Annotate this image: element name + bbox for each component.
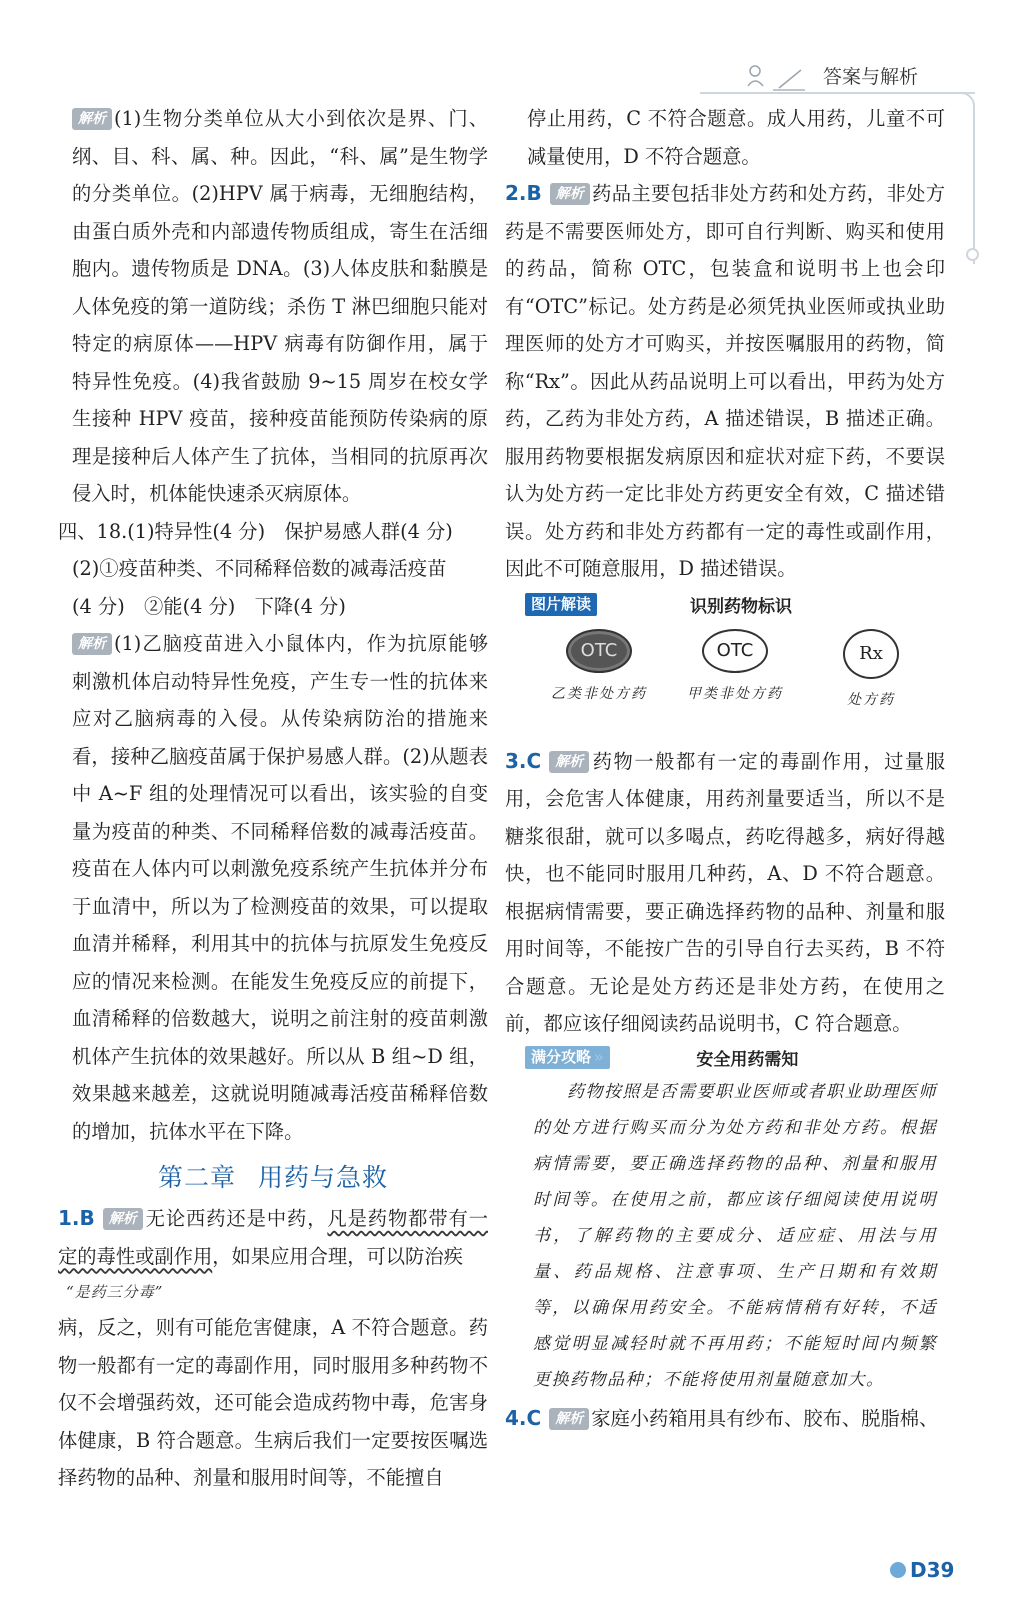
tips-tag: 满分攻略 » <box>525 1046 610 1069</box>
question-number: 4.C <box>505 1405 542 1430</box>
drug-mark <box>534 629 664 709</box>
handwritten-note: “是药三分毒” <box>66 1283 164 1301</box>
answer-explanation-18 <box>58 625 488 1150</box>
explanation-text: 药品主要包括非处方药和处方药，非处方药是不需要医师处方，即可自行判断、购买和使用的药品，简称 OTC，包装盒和说明书上也会印有“OTC”标记。处方药是必须凭执业医师或执业助理医师的处方才可购买，并按医嘱服用的药物，简称“Rx”。因此从药品说明上可以看出，甲药为处方药，乙药为非处方药，A 描述错误，B 描述正确。服用药物要根据发病原因和症状对症下药，不要误认为处方药一定比非处方药更安全有效，C 描述错误。处方药和非处方药都有一定的毒性或副作用，因此不可随意服用，D 描述错误。 <box>505 182 945 580</box>
explanation-continued: 停止用药，C 不符合题意。成人用药，儿童不可减量使用，D 不符合题意。 <box>527 107 945 168</box>
header-dot <box>966 248 979 261</box>
answer-line: (1)特异性(4 分) 保护易感人群(4 分) <box>127 519 453 543</box>
header-rule <box>700 92 975 94</box>
question-number: 3.C <box>505 748 542 773</box>
drug-mark-label: 乙类非处方药 <box>551 685 647 702</box>
page-number-dot <box>890 1562 906 1578</box>
analysis-tag: 解析 <box>103 1208 143 1230</box>
explanation-text: 药物一般都有一定的毒副作用，过量服用，会危害人体健康，用药剂量要适当，所以不是糖浆很甜，就可以多喝点，药吃得越多，病好得越快，也不能同时服用几种药，A、D 不符合题意。根据病情需要，要正确选择药物的品种、剂量和服用时间等，不能按广告的引导自行去买药，B 不符合题意。无论是处方药还是非处方药，在使用之前，都应该仔细阅读药品说明书，C 符合题意。 <box>505 749 945 1035</box>
explanation-text: (1)乙脑疫苗进入小鼠体内，作为抗原能够刺激机体启动特异性免疫，产生专一性的抗体来应对乙脑病毒的入侵。从传染病防治的措施来看，接种乙脑疫苗属于保护易感人群。(2)从题表中 A~F 组的处理情况可以看出，该实验的自变量为疫苗的种类、不同稀释倍数的减毒活疫苗。疫苗在人体内可以刺激免疫系统产生抗体并分布于血清中，所以为了检测疫苗的效果，可以提取血清并稀释，利用其中的抗体与抗原发生免疫反应的情况来检测。在能发生免疫反应的前提下，血清稀释的倍数越大，说明之前注射的疫苗刺激机体产生抗体的效果越好。所以从 B 组~D 组，效果越来越差，这就说明随减毒活疫苗稀释倍数的增加，抗体水平在下降。 <box>72 632 488 1143</box>
rx-icon: Rx <box>843 629 899 679</box>
tips-box <box>505 1045 945 1398</box>
drug-mark <box>806 629 936 709</box>
question-number: 2.B <box>505 181 542 205</box>
drug-mark-label: 甲类非处方药 <box>687 685 783 702</box>
question-18-answer <box>58 513 488 551</box>
question-4-answer <box>505 1400 945 1438</box>
analysis-tag: 解析 <box>72 108 112 130</box>
analysis-tag: 解析 <box>549 1408 589 1430</box>
answer-explanation-17 <box>58 100 488 513</box>
question-number: 1.B <box>58 1206 95 1230</box>
explanation-text: 无论西药还是中药， <box>144 1207 328 1230</box>
answer-line: (2)①疫苗种类、不同稀释倍数的减毒活疫苗 <box>72 557 447 580</box>
drug-mark <box>670 629 800 709</box>
question-1-answer <box>58 1200 488 1275</box>
header-decoration-icon <box>745 62 815 92</box>
page-number: D39 <box>910 1558 955 1582</box>
tips-text: 药物按照是否需要职业医师或者职业助理医师的处方进行购买而分为处方药和非处方药。根据病情需要，要正确选择药物的品种、剂量和服用时间等。在使用之前，都应该仔细阅读使用说明书，了解药物的主要成分、适应症、用法与用量、药品规格、注意事项、生产日期和有效期等，以确保用药安全。不能病情稍有好转，不适感觉明显减轻时就不再用药；不能短时间内频繁更换药物品种；不能将使用剂量随意加大。 <box>533 1081 937 1390</box>
figure-title: 识别药物标识 <box>690 596 792 617</box>
header-bracket <box>955 92 975 264</box>
chapter-number: 第二章 <box>157 1163 236 1192</box>
otc-class-a-icon: OTC <box>702 629 768 673</box>
drug-mark-label: 处方药 <box>847 691 895 708</box>
underlined-key-phrase: 凡是药物都带有一定的毒性或副作用 <box>58 1207 489 1268</box>
analysis-tag: 解析 <box>72 633 112 655</box>
explanation-text: ，如果应用合理，可以防治疾 <box>212 1244 463 1268</box>
chapter-heading <box>58 1158 488 1194</box>
explanation-text: (1)生物分类单位从大小到依次是界、门、纲、目、科、属、种。因此，“科、属”是生物学的分类单位。(2)HPV 属于病毒，无细胞结构，由蛋白质外壳和内部遗传物质组成，寄生在活细胞内。遗传物质是 DNA。(3)人体皮肤和黏膜是人体免疫的第一道防线；杀伤 T 淋巴细胞只能对特定的病原体——HPV 病毒有防御作用，属于特异性免疫。(4)我省鼓励 9~15 周岁在校女学生接种 HPV 疫苗，接种疫苗能预防传染病的原理是接种后人体产生了抗体，当相同的抗原再次侵入时，机体能快速杀灭病原体。 <box>72 107 488 505</box>
left-column <box>58 100 488 1497</box>
drug-mark-row <box>525 629 945 709</box>
explanation-continued: 病，反之，则有可能危害健康，A 不符合题意。药物一般都有一定的毒副作用，同时服用多种药物不仅不会增强药效，还可能会造成药物中毒，危害身体健康，B 符合题意。生病后我们一定要按医嘱选择药物的品种、剂量和服用时间等，不能擅自 <box>58 1316 488 1489</box>
analysis-tag: 解析 <box>550 183 590 205</box>
section-question-number: 四、18. <box>58 519 128 543</box>
answer-line: (4 分) ②能(4 分) 下降(4 分) <box>72 594 346 618</box>
figure-reading-tag: 图片解读 <box>525 593 597 616</box>
tips-title: 安全用药需知 <box>696 1049 799 1070</box>
explanation-text: 家庭小药箱用具有纱布、胶布、脱脂棉、 <box>591 1406 939 1430</box>
question-2-answer <box>505 175 945 588</box>
otc-class-b-icon: OTC <box>566 629 632 673</box>
analysis-tag: 解析 <box>549 751 589 773</box>
question-3-answer <box>505 743 945 1043</box>
header-title: 答案与解析 <box>823 66 919 88</box>
chapter-title: 用药与急救 <box>258 1163 389 1192</box>
figure-reading-box <box>505 592 945 709</box>
right-column <box>505 100 945 1437</box>
